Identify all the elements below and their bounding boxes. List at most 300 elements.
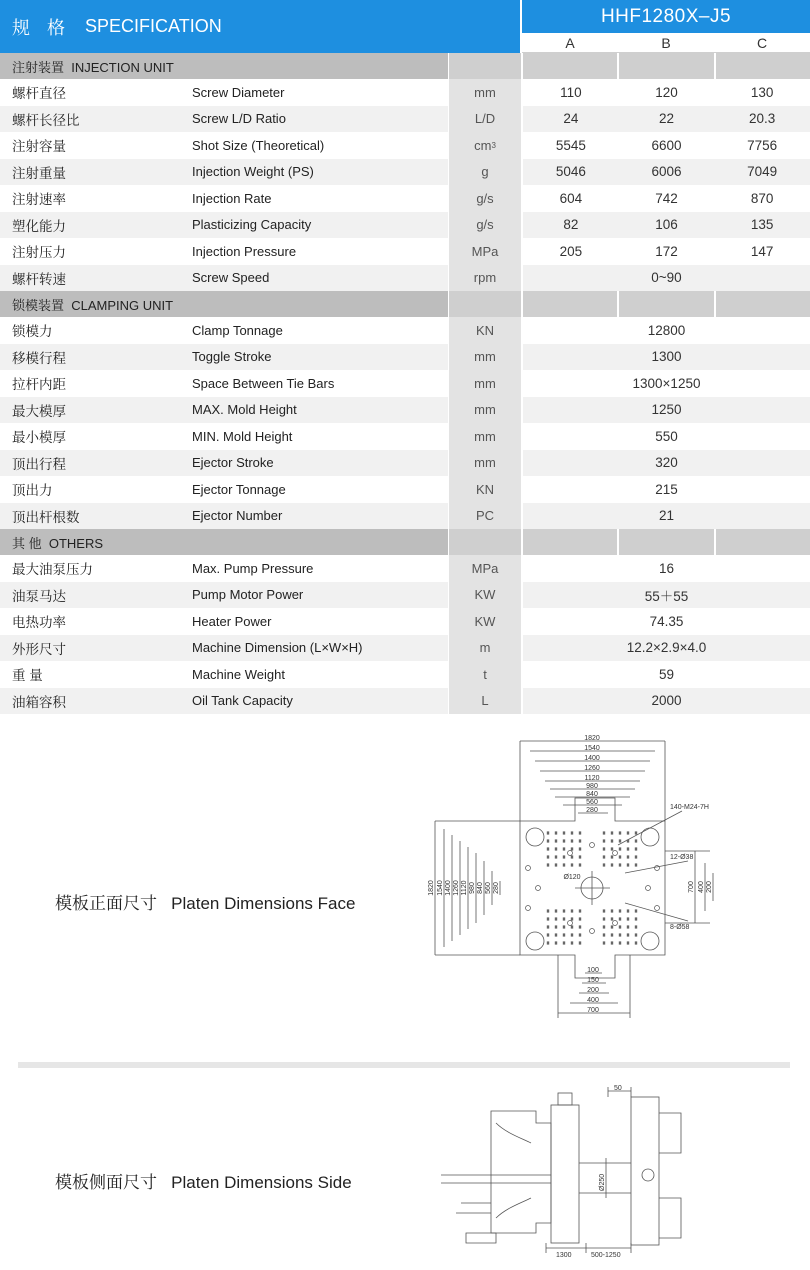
tie-bar-hole-tr (641, 828, 659, 846)
spec-values (523, 317, 810, 344)
tapped-hole (611, 909, 613, 912)
spec-unit: t (448, 661, 523, 688)
spec-unit: L (448, 688, 523, 715)
spec-unit: rpm (448, 265, 523, 292)
spec-values (523, 265, 810, 292)
spec-label-en: Injection Pressure (192, 243, 297, 259)
spec-value-all: 320 (655, 455, 678, 471)
tapped-hole (571, 941, 573, 944)
tapped-hole (579, 863, 581, 866)
through-hole (655, 866, 660, 871)
spec-value-a: 604 (559, 190, 583, 206)
spec-label-cn: 顶出力 (12, 483, 53, 499)
tapped-hole (611, 831, 613, 834)
tapped-hole (563, 933, 565, 936)
spec-label-cn: 螺杆转速 (12, 271, 66, 287)
left-dim-840: 840 (477, 882, 484, 894)
tapped-hole (579, 933, 581, 936)
top-dim-560: 560 (586, 799, 598, 806)
spec-value-all: 1300 (651, 349, 682, 365)
tapped-hole (563, 941, 565, 944)
spec-row (0, 423, 810, 450)
spec-header (0, 0, 810, 53)
spec-label-en: Oil Tank Capacity (192, 693, 293, 709)
tapped-hole (611, 925, 613, 928)
tapped-hole (611, 855, 613, 858)
tapped-hole (555, 831, 557, 834)
spec-value-a: 24 (563, 111, 579, 127)
tapped-hole (547, 847, 549, 850)
spec-label-cn: 油箱容积 (12, 694, 66, 710)
tapped-hole (635, 863, 637, 866)
tapped-hole (563, 863, 565, 866)
tapped-hole (563, 831, 565, 834)
face-drawing-label (55, 889, 355, 914)
spec-unit: m (448, 635, 523, 662)
callout-d38: 12-Ø38 (670, 854, 694, 861)
tapped-hole (571, 855, 573, 858)
spec-label-cn: 注射压力 (12, 245, 66, 261)
spec-unit: mm (448, 370, 523, 397)
spec-values (523, 503, 810, 530)
spec-label-cn: 重 量 (12, 668, 43, 684)
spec-label-en: Clamp Tonnage (192, 322, 283, 338)
spec-unit: g (448, 159, 523, 186)
spec-label-en: Machine Dimension (L×W×H) (192, 640, 363, 656)
bottom-dim-400: 400 (587, 997, 599, 1004)
right-dim-400: 400 (698, 881, 705, 893)
section-title-en: OTHERS (48, 535, 104, 551)
tapped-hole (619, 941, 621, 944)
spec-label-en: Screw Diameter (192, 84, 285, 100)
tapped-hole (571, 917, 573, 920)
tapped-hole (603, 863, 605, 866)
tapped-hole (579, 847, 581, 850)
right-dim-700: 700 (688, 881, 695, 893)
tapped-hole (603, 941, 605, 944)
model-header (522, 0, 810, 53)
tapped-hole (619, 855, 621, 858)
tapped-hole (635, 855, 637, 858)
through-hole (590, 843, 595, 848)
tapped-hole (571, 863, 573, 866)
tapped-hole (563, 909, 565, 912)
spec-unit: KN (448, 476, 523, 503)
spec-values (523, 79, 810, 106)
tapped-hole (579, 941, 581, 944)
top-dim-1120: 1120 (584, 775, 600, 782)
spec-unit: cm 3 (448, 132, 523, 159)
through-hole (646, 886, 651, 891)
spec-label-en: Shot Size (Theoretical) (192, 137, 325, 153)
spec-row (0, 132, 810, 159)
tapped-hole (579, 831, 581, 834)
spec-unit: KW (448, 582, 523, 609)
spec-label-cn: 顶出行程 (12, 456, 66, 472)
spec-row (0, 555, 810, 582)
tapped-hole (619, 909, 621, 912)
bottom-dim-100: 100 (587, 967, 599, 974)
spec-value-all: 55＋55 (644, 588, 689, 604)
spec-row (0, 185, 810, 212)
spec-value-b: 742 (655, 190, 678, 206)
spec-unit: mm (448, 423, 523, 450)
spec-value-all: 12800 (647, 322, 686, 338)
tapped-hole (547, 925, 549, 928)
tapped-hole (627, 855, 629, 858)
spec-value-b: 106 (655, 217, 678, 233)
spec-row (0, 503, 810, 530)
top-dim-1820: 1820 (584, 735, 600, 742)
left-dim-1540: 1540 (437, 880, 444, 896)
tapped-hole (555, 933, 557, 936)
spec-value-all: 21 (658, 508, 675, 524)
tapped-hole (547, 831, 549, 834)
model-name: HHF1280X–J5 (522, 0, 810, 33)
spec-value-a: 5545 (555, 137, 586, 153)
tapped-hole (611, 941, 613, 944)
spec-value-all: 215 (655, 481, 678, 497)
tapped-hole (579, 839, 581, 842)
spec-values (523, 555, 810, 582)
section-value-cells (523, 53, 810, 79)
right-dim-200: 200 (706, 881, 713, 893)
left-dim-560: 560 (485, 882, 492, 894)
tapped-hole (619, 933, 621, 936)
through-hole (526, 866, 531, 871)
top-dim-840: 840 (586, 791, 598, 798)
section-header (0, 529, 810, 555)
spec-row (0, 370, 810, 397)
spec-value-all: 2000 (651, 693, 682, 709)
tapped-hole (563, 917, 565, 920)
platen-side-drawing (436, 1083, 696, 1258)
spec-row (0, 661, 810, 688)
tapped-hole (635, 831, 637, 834)
bottom-dim-150: 150 (587, 977, 599, 984)
spec-label-cn: 拉杆内距 (12, 377, 66, 393)
spec-label-en: Plasticizing Capacity (192, 217, 312, 233)
through-hole (613, 851, 618, 856)
tapped-hole (619, 917, 621, 920)
spec-unit: mm (448, 450, 523, 477)
through-hole (613, 921, 618, 926)
spec-label-en: Screw Speed (192, 270, 270, 286)
spec-label-en: Heater Power (192, 613, 272, 629)
section-title (0, 57, 448, 76)
tapped-hole (547, 909, 549, 912)
tapped-hole (635, 925, 637, 928)
spec-unit-sup: 3 (491, 140, 496, 150)
spec-row (0, 582, 810, 609)
spec-values (523, 370, 810, 397)
variant-column-a: A (565, 35, 575, 51)
spec-label-cn: 注射容量 (12, 139, 66, 155)
spec-label-cn: 外形尺寸 (12, 641, 66, 657)
spec-label-en: Max. Pump Pressure (192, 560, 314, 576)
tie-bar-hole-bl (526, 932, 544, 950)
spec-value-a: 110 (560, 84, 582, 100)
side-dim-50: 50 (614, 1085, 622, 1092)
spec-value-all: 74.35 (649, 613, 684, 629)
spec-label-cn: 螺杆长径比 (12, 112, 80, 128)
section-unit-cell (448, 529, 523, 555)
section-unit-cell (448, 291, 523, 317)
tapped-hole (627, 917, 629, 920)
through-hole (536, 886, 541, 891)
tapped-hole (547, 941, 549, 944)
tapped-hole (603, 917, 605, 920)
spec-row (0, 265, 810, 292)
through-hole (568, 921, 573, 926)
section-value-cells (523, 529, 810, 555)
section-header (0, 53, 810, 79)
spec-label-en: Ejector Tonnage (192, 481, 286, 497)
spec-values (523, 212, 810, 239)
variant-columns (522, 33, 810, 53)
callout-m24: 140-M24-7H (670, 804, 709, 811)
tapped-hole (579, 855, 581, 858)
tapped-hole (603, 855, 605, 858)
spec-label-en: Space Between Tie Bars (192, 375, 335, 391)
tapped-hole (627, 847, 629, 850)
spec-row (0, 159, 810, 186)
tapped-hole (571, 909, 573, 912)
spec-row (0, 476, 810, 503)
side-dim-d250: Ø250 (599, 1173, 606, 1191)
spec-value-a: 5046 (555, 164, 586, 180)
spec-values (523, 476, 810, 503)
spec-label-cn: 顶出杆根数 (12, 509, 80, 525)
tapped-hole (555, 863, 557, 866)
spec-value-b: 6006 (651, 164, 682, 180)
tapped-hole (627, 839, 629, 842)
section-title-en: INJECTION UNIT (71, 59, 174, 75)
tapped-hole (619, 863, 621, 866)
section-title-en: CLAMPING UNIT (71, 297, 174, 313)
section-header (0, 291, 810, 317)
spec-values (523, 582, 810, 609)
tapped-hole (627, 909, 629, 912)
tapped-hole (635, 941, 637, 944)
spec-label-en: Ejector Stroke (192, 455, 274, 471)
spec-unit: KW (448, 608, 523, 635)
spec-value-c: 20.3 (749, 111, 776, 127)
tapped-hole (611, 863, 613, 866)
section-unit-cell (448, 53, 523, 79)
face-label-cn: 模板正面尺寸 (55, 894, 157, 913)
spec-values (523, 688, 810, 715)
through-hole (655, 906, 660, 911)
left-dim-1400: 1400 (445, 880, 452, 896)
spec-label-en: Injection Rate (192, 190, 272, 206)
tapped-hole (555, 847, 557, 850)
tapped-hole (635, 933, 637, 936)
spec-value-a: 82 (563, 217, 579, 233)
spec-values (523, 608, 810, 635)
spec-unit: g/s (448, 185, 523, 212)
tapped-hole (635, 847, 637, 850)
face-label-en: Platen Dimensions Face (171, 894, 356, 913)
spec-row (0, 106, 810, 133)
tapped-hole (603, 909, 605, 912)
top-dim-1260: 1260 (584, 765, 600, 772)
tapped-hole (611, 847, 613, 850)
spec-row (0, 397, 810, 424)
spec-row (0, 238, 810, 265)
spec-value-c: 870 (750, 190, 774, 206)
tapped-hole (603, 925, 605, 928)
tapped-hole (611, 917, 613, 920)
spec-values (523, 159, 810, 186)
spec-row (0, 317, 810, 344)
tapped-hole (571, 839, 573, 842)
spec-value-all: 59 (658, 666, 675, 682)
tapped-hole (571, 925, 573, 928)
spec-label-en: MIN. Mold Height (192, 428, 293, 444)
tapped-hole (619, 925, 621, 928)
spec-label-en: Toggle Stroke (192, 349, 272, 365)
spec-value-b: 172 (655, 243, 678, 259)
spec-row (0, 635, 810, 662)
side-dim-500-1250: 500-1250 (591, 1252, 621, 1258)
spec-label-cn: 锁模力 (12, 324, 53, 340)
through-hole (568, 851, 573, 856)
spec-label-cn: 最大模厚 (12, 403, 66, 419)
bottom-dim-200: 200 (587, 987, 599, 994)
spec-value-c: 135 (750, 217, 774, 233)
variant-column-b: B (661, 35, 671, 51)
spec-label-cn: 塑化能力 (12, 218, 66, 234)
tapped-hole (627, 933, 629, 936)
tapped-hole (635, 917, 637, 920)
spec-label-cn: 移模行程 (12, 350, 66, 366)
tapped-hole (619, 839, 621, 842)
tapped-hole (571, 847, 573, 850)
top-dim-1400: 1400 (584, 755, 600, 762)
spec-value-b: 22 (658, 111, 675, 127)
tapped-hole (619, 847, 621, 850)
spec-label-cn: 注射速率 (12, 192, 66, 208)
spec-unit: mm (448, 344, 523, 371)
top-dim-1540: 1540 (584, 745, 600, 752)
tapped-hole (563, 847, 565, 850)
spec-label-cn: 最大油泵压力 (12, 562, 93, 578)
spec-label-en: Machine Weight (192, 666, 285, 682)
tapped-hole (547, 855, 549, 858)
spec-unit: L/D (448, 106, 523, 133)
spec-unit: PC (448, 503, 523, 530)
bottom-dim-700: 700 (587, 1007, 599, 1014)
spec-value-c: 7756 (747, 137, 778, 153)
tapped-hole (555, 909, 557, 912)
drawing-divider (18, 1062, 790, 1068)
through-hole (590, 929, 595, 934)
tapped-hole (603, 847, 605, 850)
spec-label-cn: 油泵马达 (12, 588, 66, 604)
tapped-hole (555, 941, 557, 944)
tapped-hole (611, 839, 613, 842)
spec-value-c: 130 (750, 84, 774, 100)
spec-values (523, 635, 810, 662)
spec-unit: mm (448, 397, 523, 424)
left-dim-1260: 1260 (453, 880, 460, 896)
spec-row (0, 688, 810, 715)
spec-values (523, 106, 810, 133)
spec-unit: g/s (448, 212, 523, 239)
tapped-hole (627, 925, 629, 928)
spec-value-b: 6600 (651, 137, 682, 153)
tapped-hole (555, 855, 557, 858)
tapped-hole (603, 831, 605, 834)
spec-label-en: Ejector Number (192, 508, 283, 524)
section-title (0, 295, 448, 314)
left-dim-280: 280 (493, 882, 500, 894)
left-dim-1120: 1120 (461, 880, 468, 896)
fixed-platen (631, 1097, 659, 1245)
spec-values (523, 238, 810, 265)
spec-title-cn: 规 格 (12, 17, 72, 38)
spec-row (0, 344, 810, 371)
spec-value-c: 147 (750, 243, 774, 259)
tapped-hole (579, 925, 581, 928)
section-title (0, 533, 448, 552)
tapped-hole (563, 855, 565, 858)
spec-unit: mm (448, 79, 523, 106)
tapped-hole (627, 863, 629, 866)
tapped-hole (555, 839, 557, 842)
spec-values (523, 344, 810, 371)
variant-column-c: C (756, 35, 768, 51)
left-dim-980: 980 (469, 882, 476, 894)
spec-label-cn: 螺杆直径 (12, 86, 66, 102)
tapped-hole (603, 839, 605, 842)
spec-values (523, 185, 810, 212)
tapped-hole (571, 933, 573, 936)
spec-value-all: 0~90 (651, 270, 682, 286)
tapped-hole (579, 917, 581, 920)
section-title-cn: 锁模装置 (12, 297, 65, 313)
spec-value-c: 7049 (747, 164, 778, 180)
spec-values (523, 132, 810, 159)
tie-bar-hole-tl (526, 828, 544, 846)
spec-values (523, 450, 810, 477)
tapped-hole (563, 925, 565, 928)
spec-values (523, 423, 810, 450)
tapped-hole (579, 909, 581, 912)
spec-label-en: Screw L/D Ratio (192, 111, 286, 127)
spec-row (0, 608, 810, 635)
platen-face-drawing (420, 733, 730, 1033)
side-dim-1300: 1300 (556, 1252, 572, 1258)
spec-value-all: 12.2×2.9×4.0 (626, 640, 707, 656)
through-hole (526, 906, 531, 911)
tapped-hole (547, 863, 549, 866)
top-dim-280: 280 (586, 807, 598, 814)
spec-unit: KN (448, 317, 523, 344)
spec-value-all: 550 (655, 428, 678, 444)
spec-value-a: 205 (559, 243, 583, 259)
spec-value-all: 16 (658, 560, 675, 576)
tapped-hole (555, 917, 557, 920)
left-dim-1820: 1820 (428, 880, 435, 896)
side-label-en: Platen Dimensions Side (171, 1173, 352, 1192)
spec-label-cn: 注射重量 (12, 165, 66, 181)
spec-label-en: Injection Weight (PS) (192, 164, 314, 180)
spec-unit: MPa (448, 238, 523, 265)
tapped-hole (635, 839, 637, 842)
tapped-hole (547, 839, 549, 842)
